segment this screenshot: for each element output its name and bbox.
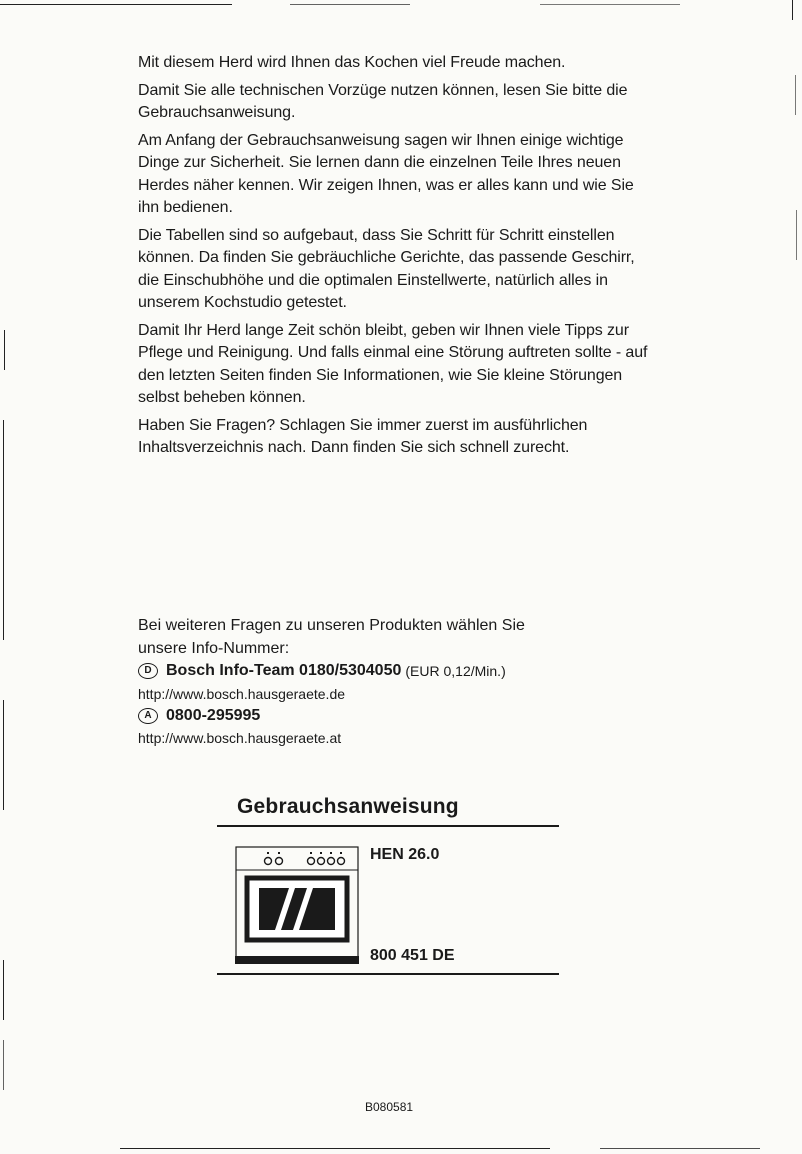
- hotline-price: (EUR 0,12/Min.): [405, 663, 506, 679]
- info-line: Bei weiteren Fragen zu unseren Produkten wählen Sie: [138, 617, 525, 634]
- left-edge-mark: [3, 1040, 4, 1090]
- austria-badge-icon: A: [138, 708, 158, 724]
- bottom-edge-line: [120, 1148, 550, 1149]
- germany-badge-icon: D: [138, 663, 158, 679]
- top-edge-line: [290, 4, 410, 5]
- germany-url-link[interactable]: http://www.bosch.hausgeraete.de: [138, 685, 346, 702]
- intro-paragraph: Damit Sie alle technischen Vorzüge nutzen können, lesen Sie bitte die Gebrauchsanweisung.: [138, 81, 628, 121]
- bottom-edge-line: [600, 1148, 760, 1149]
- article-number: 800 451 DE: [370, 947, 455, 964]
- left-edge-mark: [3, 700, 4, 810]
- left-edge-mark: [3, 960, 4, 1020]
- document-code: B080581: [365, 1100, 414, 1114]
- left-edge-mark: [3, 420, 4, 640]
- intro-paragraph: Mit diesem Herd wird Ihnen das Kochen viel Freude machen.: [138, 54, 566, 71]
- right-edge-mark: [795, 75, 796, 115]
- intro-paragraph: Damit Ihr Herd lange Zeit schön bleibt, geben wir Ihnen viele Tipps zur Pflege und Reinigung. Und falls einmal eine Störung auftreten sollte - auf den letzten Seiten finden Sie Informationen, wie Sie kleine Störungen selbst beheben können.: [138, 321, 648, 406]
- germany-hotline: Bosch Info-Team 0180/5304050: [166, 662, 402, 679]
- intro-text: [138, 52, 658, 465]
- intro-paragraph: Haben Sie Fragen? Schlagen Sie immer zuerst im ausführlichen Inhaltsverzeichnis nach. Dann finden Sie sich schnell zurecht.: [138, 416, 588, 456]
- top-edge-line: [0, 4, 232, 5]
- austria-hotline-row: [138, 705, 658, 728]
- austria-url-link[interactable]: http://www.bosch.hausgeraete.at: [138, 730, 342, 746]
- austria-phone: 0800-295995: [166, 706, 261, 724]
- intro-paragraph: Am Anfang der Gebrauchsanweisung sagen wir Ihnen einige wichtige Dinge zur Sicherheit. Sie lernen dann die einzelnen Teile Ihres neuen Herdes näher kennen. Wir zeigen Ihnen, was er alles kann und wie Sie ihn bedienen.: [138, 131, 634, 216]
- oven-icon: [235, 846, 359, 964]
- germany-hotline-row: [138, 660, 658, 683]
- contact-info: [138, 615, 658, 749]
- top-edge-line: [540, 4, 680, 5]
- manual-title: Gebrauchsanweisung: [237, 795, 459, 818]
- left-edge-mark: [4, 330, 5, 370]
- title-rule: [217, 825, 559, 827]
- info-line: unsere Info-Nummer:: [138, 639, 290, 657]
- intro-paragraph: Die Tabellen sind so aufgebaut, dass Sie Schritt für Schritt einstellen können. Da finden Sie gebräuchliche Gerichte, das passende Geschirr, die Einschubhöhe und die optimalen Einstellwerte, natürlich alles in unserem Kochstudio getestet.: [138, 226, 635, 311]
- right-edge-mark: [796, 210, 797, 260]
- right-edge-mark: [792, 0, 793, 20]
- model-number: HEN 26.0: [370, 846, 440, 863]
- bottom-rule: [217, 973, 559, 975]
